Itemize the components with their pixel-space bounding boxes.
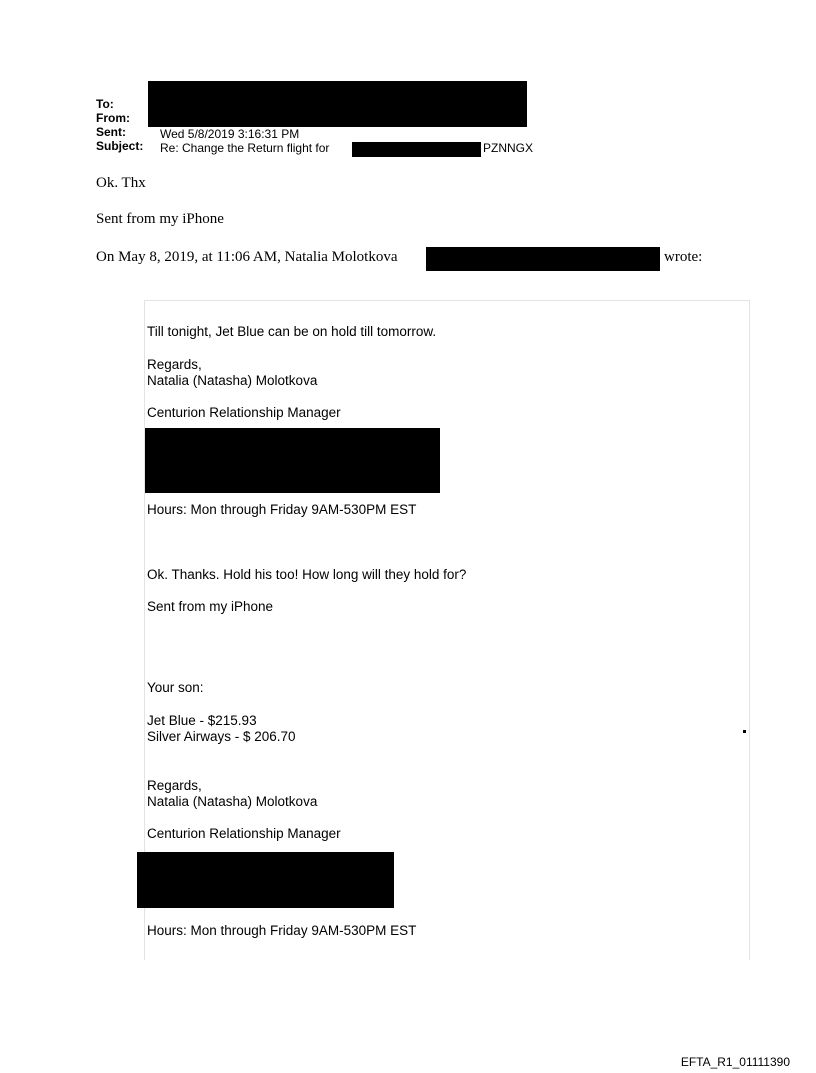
redaction-email-address: [426, 247, 660, 271]
document-id: EFTA_R1_01111390: [680, 1055, 790, 1069]
sender-title-2: Centurion Relationship Manager: [147, 826, 341, 841]
subject-label: Subject:: [96, 139, 144, 153]
redaction-contact-1: [145, 428, 440, 493]
fare-silver-airways: Silver Airways - $ 206.70: [147, 729, 296, 744]
sent-label: Sent:: [96, 125, 126, 139]
regards-1: Regards,: [147, 357, 202, 372]
fare-jetblue: Jet Blue - $215.93: [147, 713, 257, 728]
hours-2: Hours: Mon through Friday 9AM-530PM EST: [147, 923, 417, 938]
quote-intro: On May 8, 2019, at 11:06 AM, Natalia Molotkova: [96, 249, 398, 265]
sender-title-1: Centurion Relationship Manager: [147, 405, 341, 420]
sender-name-2: Natalia (Natasha) Molotkova: [147, 794, 318, 809]
from-label: From:: [96, 111, 130, 125]
subject-prefix: Re: Change the Return flight for: [160, 141, 330, 155]
sender-name-1: Natalia (Natasha) Molotkova: [147, 373, 318, 388]
reply-signature: Sent from my iPhone: [96, 211, 224, 227]
quote-intro-end: wrote:: [664, 249, 703, 265]
reply-text: Ok. Thx: [96, 175, 146, 191]
quoted-msg-son: Your son:: [147, 680, 204, 695]
sent-value: Wed 5/8/2019 3:16:31 PM: [160, 127, 300, 141]
subject-suffix: PZNNGX: [483, 141, 534, 155]
signature-2: Sent from my iPhone: [147, 599, 274, 614]
to-label: To:: [96, 97, 114, 111]
hours-1: Hours: Mon through Friday 9AM-530PM EST: [147, 502, 417, 517]
redaction-subject: [352, 142, 481, 157]
stray-mark: [743, 730, 746, 733]
quoted-msg-thanks: Ok. Thanks. Hold his too! How long will they hold for?: [147, 567, 467, 582]
regards-2: Regards,: [147, 778, 202, 793]
redaction-to-from: [148, 81, 527, 127]
redaction-contact-2: [137, 852, 394, 908]
quoted-msg-hold: Till tonight, Jet Blue can be on hold till tomorrow.: [147, 324, 437, 339]
